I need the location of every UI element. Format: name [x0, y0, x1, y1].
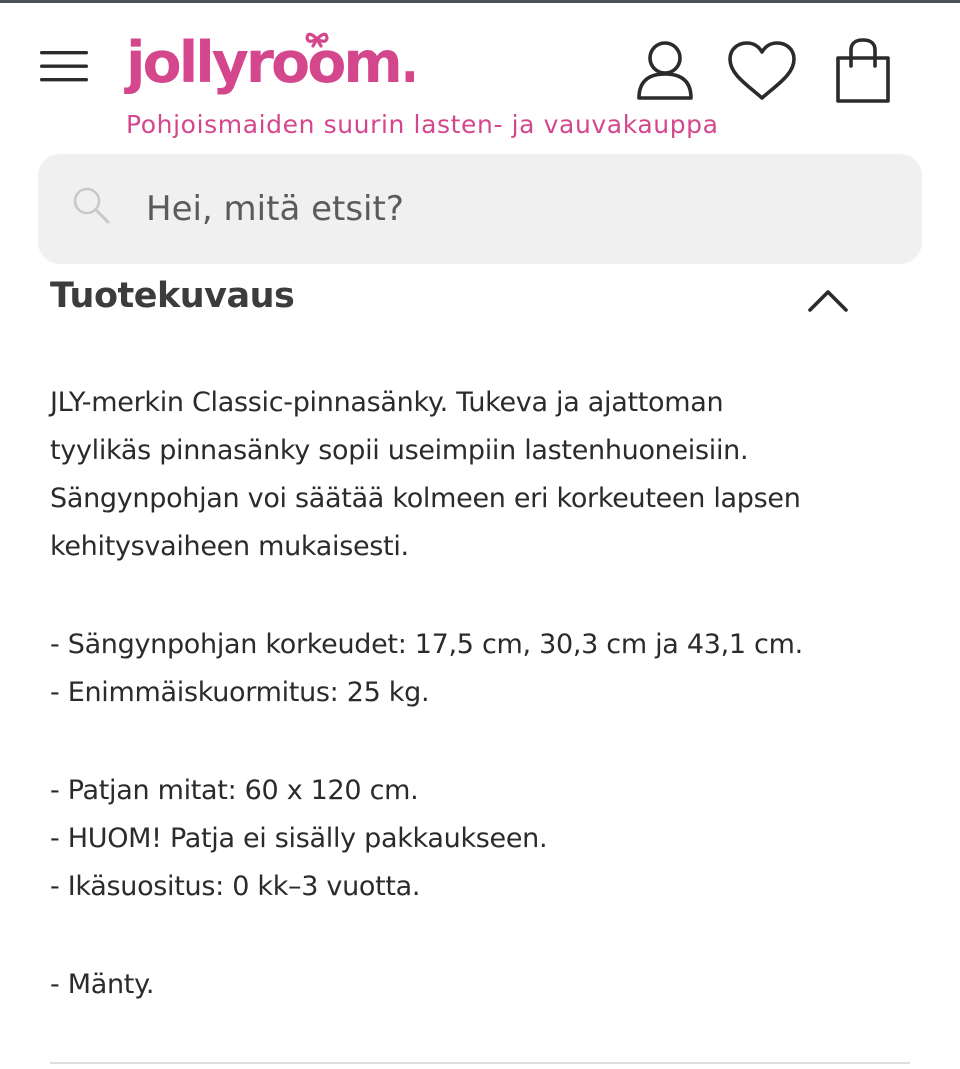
search-input[interactable] — [146, 178, 886, 240]
spec-mattress-note: - HUOM! Patja ei sisälly pakkaukseen. — [50, 823, 548, 854]
spec-material: - Mänty. — [50, 969, 155, 1000]
top-border — [0, 0, 960, 3]
product-description-title: Tuotekuvaus — [50, 276, 295, 316]
collapse-section-button[interactable] — [800, 276, 856, 324]
description-line: tyylikäs pinnasänky sopii useimpiin lastenhuoneisiin. — [50, 435, 749, 466]
jollyroom-logo[interactable] — [124, 22, 414, 102]
svg-text:jollyroom.: jollyroom. — [126, 30, 414, 96]
cart-button[interactable] — [834, 36, 892, 104]
spec-bed-heights: - Sängynpohjan korkeudet: 17,5 cm, 30,3 cm ja 43,1 cm. — [50, 629, 803, 660]
spec-age-recommendation: - Ikäsuositus: 0 kk–3 vuotta. — [50, 871, 421, 902]
shopping-bag-icon — [834, 36, 892, 104]
chevron-up-icon — [800, 276, 856, 324]
search-icon — [72, 186, 112, 226]
section-divider — [50, 1062, 910, 1064]
description-line: JLY-merkin Classic-pinnasänky. Tukeva ja ajattoman — [50, 387, 724, 418]
description-line: Sängynpohjan voi säätää kolmeen eri korkeuteen lapsen — [50, 483, 801, 514]
menu-button[interactable] — [40, 48, 88, 84]
description-line: kehitysvaiheen mukaisesti. — [50, 531, 409, 562]
wishlist-button[interactable] — [726, 40, 798, 102]
store-tagline: Pohjoismaiden suurin lasten- ja vauvakauppa — [126, 110, 719, 139]
spec-mattress-size: - Patjan mitat: 60 x 120 cm. — [50, 775, 419, 806]
heart-icon — [726, 40, 798, 102]
account-icon — [634, 38, 696, 102]
account-button[interactable] — [634, 38, 696, 102]
hamburger-menu-icon — [40, 48, 88, 84]
spec-max-load: - Enimmäiskuormitus: 25 kg. — [50, 677, 430, 708]
